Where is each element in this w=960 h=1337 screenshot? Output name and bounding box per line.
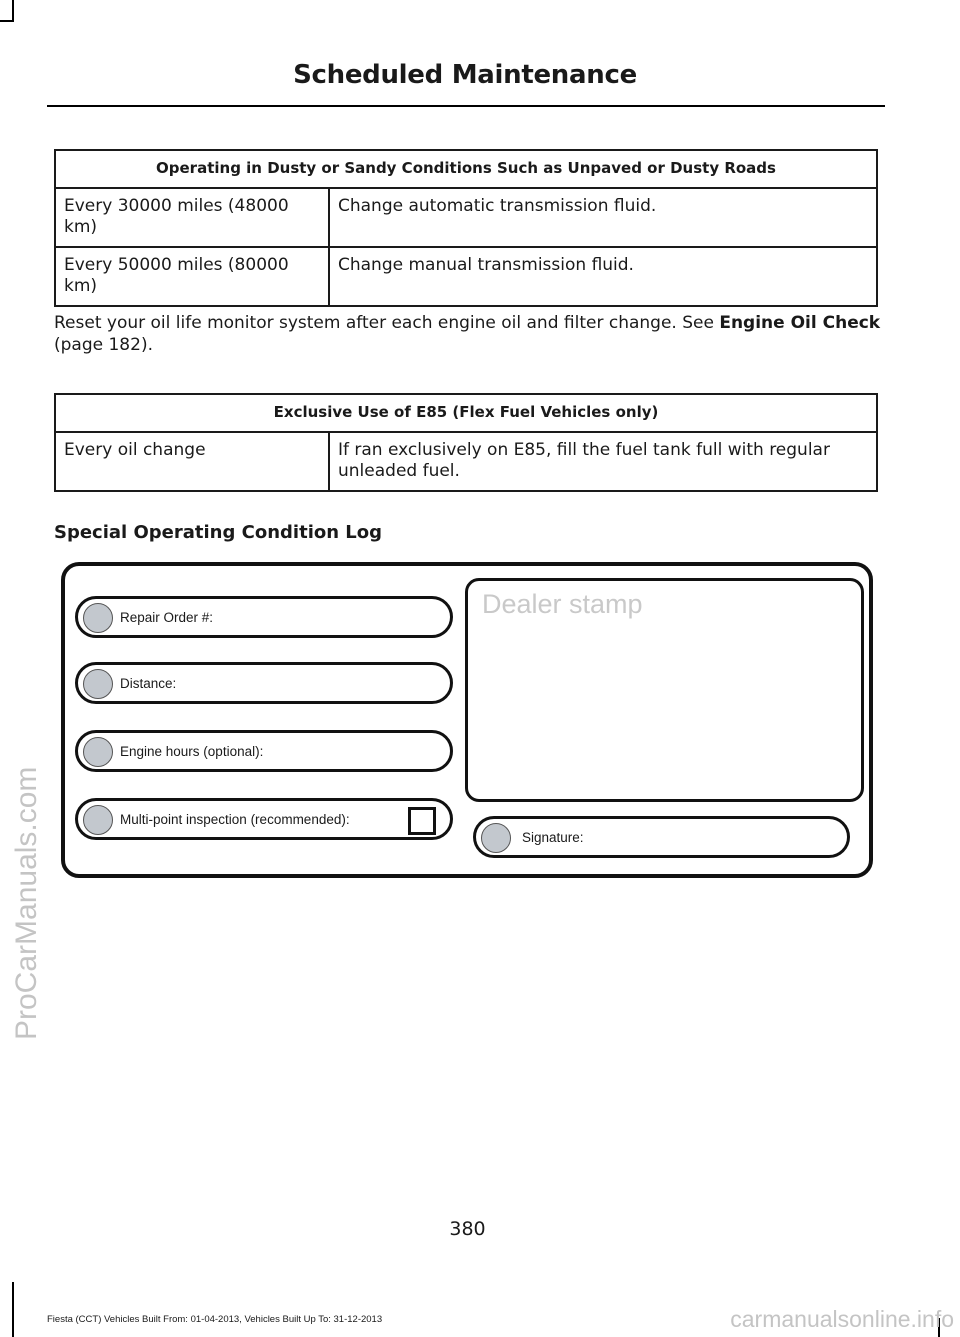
action-cell: Change manual transmission fluid. <box>329 247 877 306</box>
field-label: Multi-point inspection (recommended): <box>120 812 350 827</box>
field-label: Engine hours (optional): <box>120 744 264 759</box>
interval-cell: Every oil change <box>55 432 329 491</box>
engine-oil-check-link[interactable]: Engine Oil Check <box>719 313 881 333</box>
field-label: Repair Order #: <box>120 610 214 625</box>
field-label: Distance: <box>120 676 177 691</box>
circle-icon <box>83 669 113 699</box>
action-cell: Change automatic transmission fluid. <box>329 188 877 247</box>
crop-mark <box>0 20 14 22</box>
paragraph-text: Reset your oil life monitor system after each engine oil and filter change. See <box>54 313 720 333</box>
page-reference: (page 182). <box>54 335 153 355</box>
title-divider <box>47 105 885 107</box>
crop-mark <box>12 1282 14 1337</box>
circle-icon <box>481 823 511 853</box>
distance-field[interactable] <box>75 662 453 704</box>
dusty-conditions-table <box>54 149 878 307</box>
side-watermark: ProCarManuals.com <box>10 766 43 1040</box>
operating-condition-log-card <box>61 562 873 878</box>
table-heading: Exclusive Use of E85 (Flex Fuel Vehicles only) <box>55 394 877 432</box>
reset-paragraph <box>54 312 884 356</box>
inspection-field[interactable] <box>75 798 453 840</box>
dealer-stamp-box <box>465 578 864 802</box>
signature-field[interactable] <box>473 816 850 858</box>
dealer-stamp-label: Dealer stamp <box>482 589 643 619</box>
inspection-checkbox[interactable] <box>408 807 436 835</box>
table-heading: Operating in Dusty or Sandy Conditions Such as Unpaved or Dusty Roads <box>55 150 877 188</box>
e85-table <box>54 393 878 492</box>
field-label: Signature: <box>522 830 584 845</box>
table-row <box>55 432 877 491</box>
interval-cell: Every 30000 miles (48000 km) <box>55 188 329 247</box>
circle-icon <box>83 737 113 767</box>
page-number: 380 <box>449 1218 486 1240</box>
engine-hours-field[interactable] <box>75 730 453 772</box>
crop-mark <box>12 0 14 20</box>
bottom-watermark: carmanualsonline.info <box>730 1306 954 1332</box>
repair-order-field[interactable] <box>75 596 453 638</box>
table-row <box>55 247 877 306</box>
footer-vehicle-info: Fiesta (CCT) Vehicles Built From: 01-04-2013, Vehicles Built Up To: 31-12-2013 <box>47 1314 383 1325</box>
interval-cell: Every 50000 miles (80000 km) <box>55 247 329 306</box>
circle-icon <box>83 603 113 633</box>
page-title: Scheduled Maintenance <box>293 60 637 90</box>
circle-icon <box>83 805 113 835</box>
action-cell: If ran exclusively on E85, fill the fuel tank full with regular unleaded fuel. <box>329 432 877 491</box>
section-heading: Special Operating Condition Log <box>54 522 383 543</box>
table-row <box>55 188 877 247</box>
